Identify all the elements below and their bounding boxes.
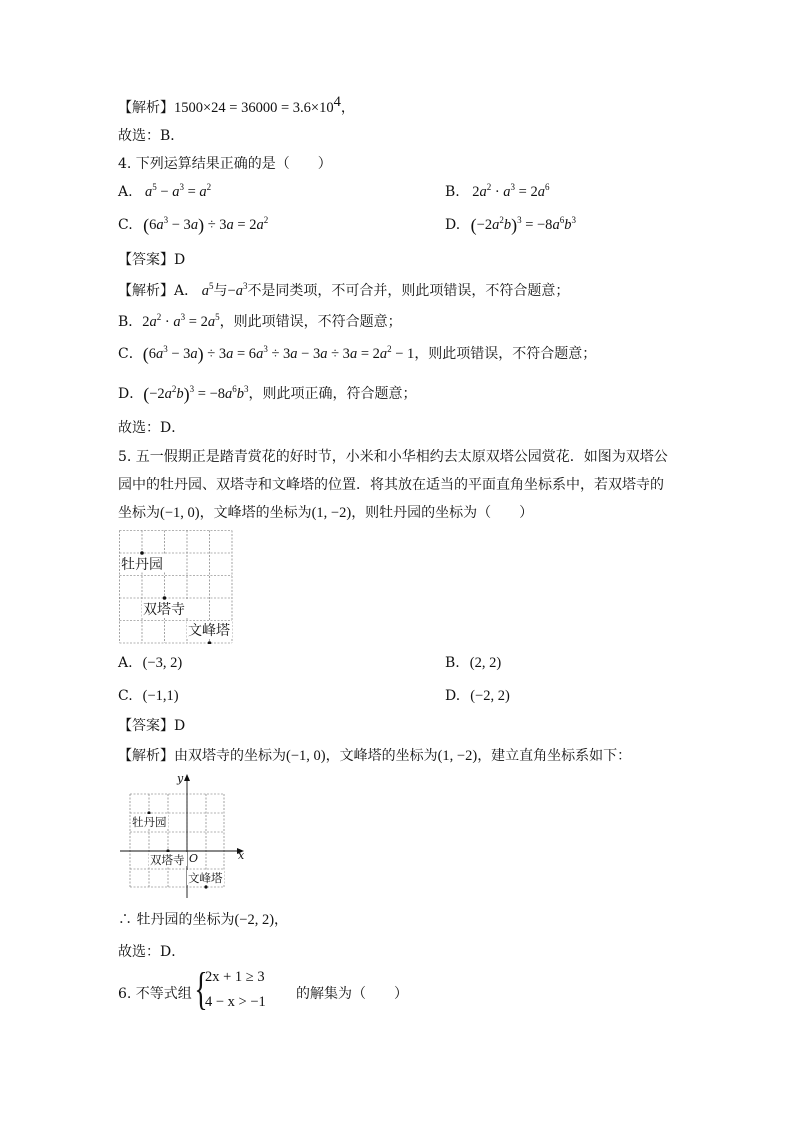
option-label: C. xyxy=(118,217,133,233)
option-value: (2, 2) xyxy=(469,655,502,671)
question-6-suffix: 的解集为（ ） xyxy=(296,986,408,1002)
option-expr: $(-2a^2b)^3 = -8a^6b^3$ xyxy=(470,215,576,235)
coord: (−1, 0) xyxy=(160,505,200,521)
option-4c xyxy=(118,215,268,235)
option-5c xyxy=(118,686,179,706)
text: 不是同类项，不可合并，则此项错误，不符合题意； xyxy=(247,283,570,299)
coord: (1, −2) xyxy=(311,505,352,521)
analysis-5 xyxy=(118,746,631,766)
calc-expr: 1500×24 = 36000 = 3.6×10 xyxy=(174,100,334,116)
text: 与 xyxy=(213,283,228,299)
inequality-1: 2x + 1 ≥ 3 xyxy=(205,969,265,985)
choice-line-4: 故选：D． xyxy=(118,420,186,436)
option-5b xyxy=(445,653,501,673)
choice-line-5: 故选：D． xyxy=(118,944,186,960)
text: ，则此项错误，不符合题意； xyxy=(414,346,597,362)
text: ∴ 牡丹园的坐标为 xyxy=(118,912,235,928)
analysis-4c xyxy=(118,344,596,364)
analysis-4a xyxy=(118,281,569,301)
option-label: B. xyxy=(445,655,460,671)
option-label: A. xyxy=(118,184,133,200)
temple-label: 双塔寺 xyxy=(143,602,185,618)
expr: $(-2a^2b)^3 = -8a^6b^3$ xyxy=(143,384,249,404)
question-6-prefix: 6. 不等式组 xyxy=(118,986,192,1002)
coordinate-figure xyxy=(118,770,252,900)
origin-label: O xyxy=(189,852,199,865)
option-label: B. xyxy=(445,184,460,200)
option-4d xyxy=(445,215,576,235)
analysis-tag: 【解析】A． xyxy=(118,283,199,299)
coord: (−2, 2) xyxy=(234,912,275,928)
label: B． xyxy=(118,314,143,330)
analysis-tag: 【解析】 xyxy=(118,100,174,116)
label: D． xyxy=(118,386,144,402)
option-value: (−1,1) xyxy=(142,688,179,704)
coord: (−1, 0) xyxy=(286,748,326,764)
text: 【解析】由双塔寺的坐标为 xyxy=(118,748,286,764)
conclusion-5 xyxy=(118,910,288,930)
text: 坐标为 xyxy=(118,505,160,521)
peony-label: 牡丹园 xyxy=(121,557,163,573)
option-label: C. xyxy=(118,688,133,704)
analysis-4b xyxy=(118,312,402,332)
inequality-2: 4 − x > −1 xyxy=(205,994,266,1010)
analysis-line-1 xyxy=(118,94,355,118)
tower-label: 文峰塔 xyxy=(188,623,230,639)
analysis-4d xyxy=(118,384,417,404)
option-value: (−3, 2) xyxy=(142,655,183,671)
tower-point xyxy=(204,885,207,888)
y-axis-label: y xyxy=(177,772,184,785)
answer-5: 【答案】D xyxy=(118,718,186,734)
tower-label: 文峰塔 xyxy=(188,871,223,885)
question-5-line-2: 园中的牡丹园、双塔寺和文峰塔的位置．将其放在适当的平面直角坐标系中，若双塔寺的 xyxy=(118,477,664,493)
temple-label: 双塔寺 xyxy=(150,853,185,867)
system-brace: { xyxy=(194,963,208,1014)
option-4b xyxy=(445,182,549,202)
label: C． xyxy=(118,346,143,362)
comma: ， xyxy=(340,100,355,116)
peony-point xyxy=(140,551,144,555)
text: ，文峰塔的坐标为 xyxy=(199,505,312,521)
text: ，则此项正确，符合题意； xyxy=(248,386,417,402)
x-axis-label: x xyxy=(238,849,245,862)
option-label: A. xyxy=(118,655,133,671)
question-5-line-1: 5. 五一假期正是踏青赏花的好时节，小米和小华相约去太原双塔公园赏花．如图为双塔公 xyxy=(118,449,668,465)
expr: $(6a^3 - 3a) \div 3a = 6a^3 \div 3a - 3a \div 3a = 2a^2 - 1$ xyxy=(142,344,415,364)
choice-line: 故选：B． xyxy=(118,128,185,144)
text: ，建立直角坐标系如下： xyxy=(477,748,632,764)
peony-label: 牡丹园 xyxy=(132,815,167,829)
expr: $2a^2 \cdot a^3 = 2a^5$ xyxy=(142,312,220,330)
text: ，则此项错误，不符合题意； xyxy=(219,314,402,330)
tower-point xyxy=(208,641,212,644)
option-value: (−2, 2) xyxy=(470,688,510,704)
question-4: 4. 下列运算结果正确的是（ ） xyxy=(118,156,332,172)
question-5-line-3 xyxy=(118,503,533,523)
option-4a xyxy=(118,182,211,202)
exponent: 4 xyxy=(333,94,341,110)
option-label: D. xyxy=(445,688,461,704)
option-5a xyxy=(118,653,182,673)
option-expr: $(6a^3 - 3a) \div 3a = 2a^2$ xyxy=(143,215,269,235)
expr: $a^5$ xyxy=(201,281,214,299)
option-expr: $2a^2 \cdot a^3 = 2a^6$ xyxy=(472,182,550,200)
text: ，则牡丹园的坐标为（ ） xyxy=(351,505,534,521)
option-expr: $a^5 - a^3 = a^2$ xyxy=(145,182,212,200)
expr: $-a^3$ xyxy=(227,281,248,299)
option-label: D. xyxy=(445,217,461,233)
text: ，文峰塔的坐标为 xyxy=(325,748,438,764)
answer-4: 【答案】D xyxy=(118,252,186,268)
temple-point xyxy=(163,596,167,600)
option-5d xyxy=(445,686,510,706)
coord: (1, −2) xyxy=(437,748,478,764)
grid-figure-1 xyxy=(119,530,233,644)
text: ， xyxy=(274,912,289,928)
